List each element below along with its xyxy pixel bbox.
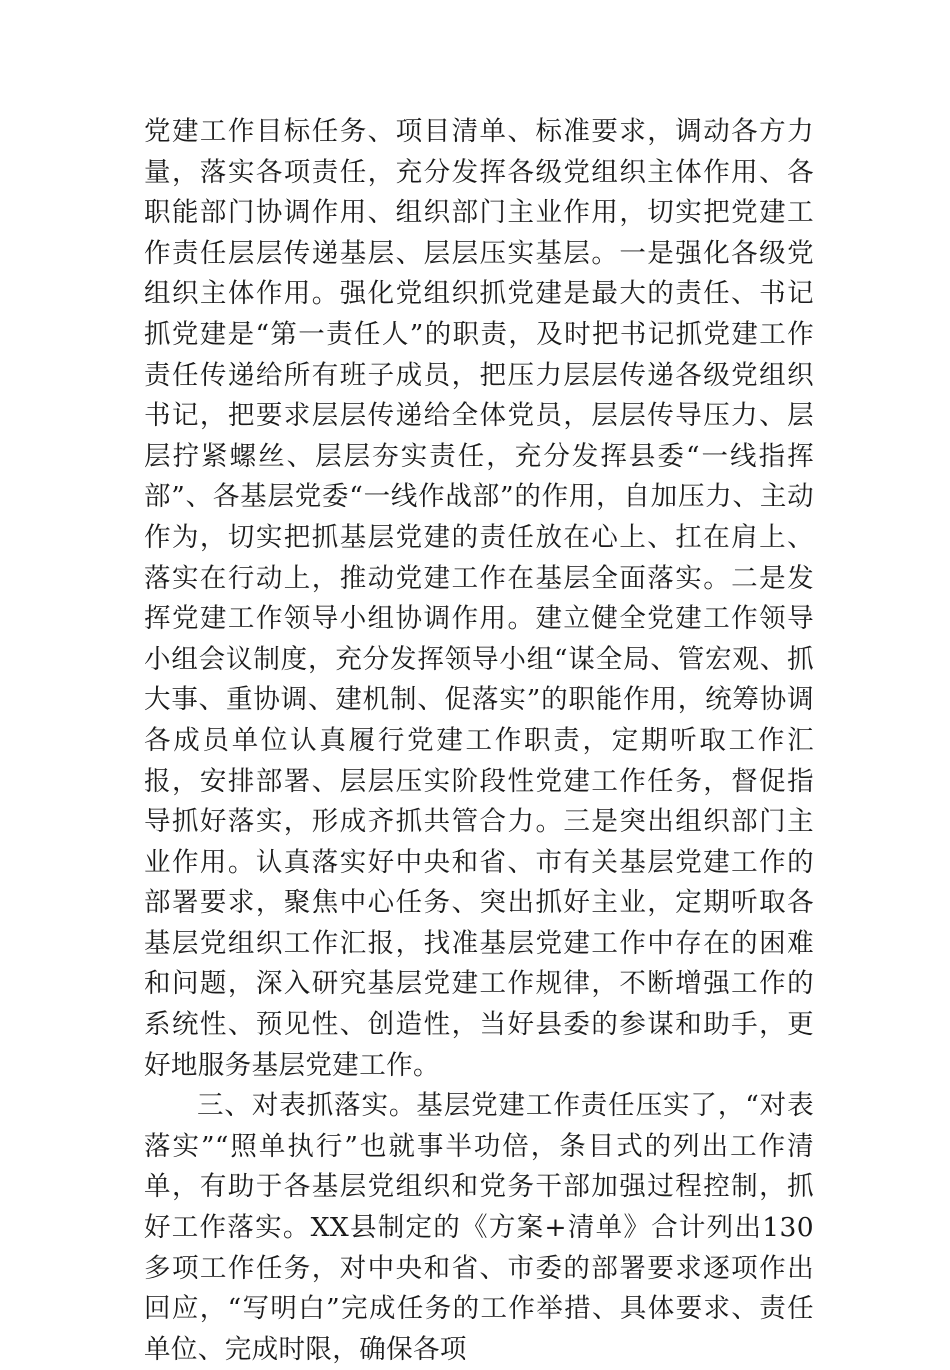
document-body [144,112,814,1370]
paragraph-1: 党建工作目标任务、项目清单、标准要求，调动各方力量，落实各项责任，充分发挥各级党组织主体作用、各职能部门协调作用、组织部门主业作用，切实把党建工作责任层层传递基层、层层压实基层。一是强化各级党组织主体作用。强化党组织抓党建是最大的责任、书记抓党建是“第一责任人”的职责，及时把书记抓党建工作责任传递给所有班子成员，把压力层层传递各级党组织书记，把要求层层传递给全体党员，层层传导压力、层层拧紧螺丝、层层夯实责任，充分发挥县委“一线指挥部”、各基层党委“一线作战部”的作用，自加压力、主动作为，切实把抓基层党建的责任放在心上、扛在肩上、落实在行动上，推动党建工作在基层全面落实。二是发挥党建工作领导小组协调作用。建立健全党建工作领导小组会议制度，充分发挥领导小组“谋全局、管宏观、抓大事、重协调、建机制、促落实”的职能作用，统筹协调各成员单位认真履行党建工作职责，定期听取工作汇报，安排部署、层层压实阶段性党建工作任务，督促指导抓好落实，形成齐抓共管合力。三是突出组织部门主业作用。认真落实好中央和省、市有关基层党建工作的部署要求，聚焦中心任务、突出抓好主业，定期听取各基层党组织工作汇报，找准基层党建工作中存在的困难和问题，深入研究基层党建工作规律，不断增强工作的系统性、预见性、创造性，当好县委的参谋和助手，更好地服务基层党建工作。 [144,116,814,1081]
paragraph-2: 三、对表抓落实。基层党建工作责任压实了，“对表落实”“照单执行”也就事半功倍，条目式的列出工作清单，有助于各基层党组织和党务干部加强过程控制，抓好工作落实。XX县制定的《方案+清单》合计列出130多项工作任务，对中央和省、市委的部署要求逐项作出回应，“写明白”完成任务的工作举措、具体要求、责任单位、完成时限，确保各项 [144,1090,814,1365]
